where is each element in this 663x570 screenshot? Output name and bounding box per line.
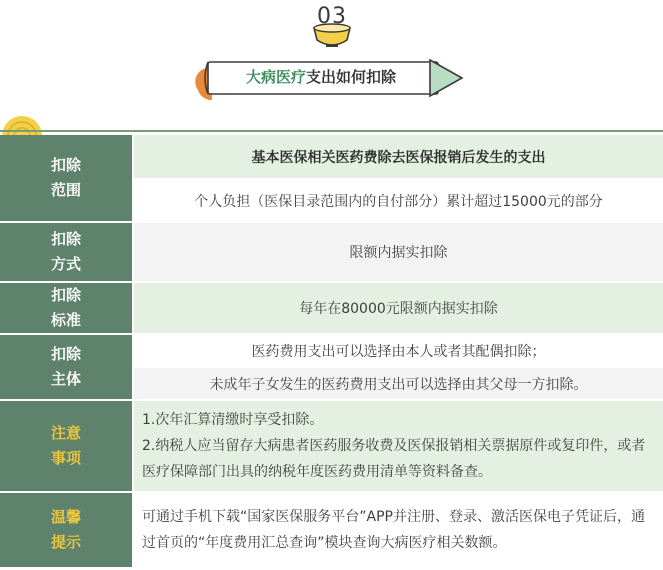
row-label: 温馨 提示 xyxy=(0,493,132,567)
table-cell: 个人负担（医保目录范围内的自付部分）累计超过15000元的部分 xyxy=(134,180,663,221)
sun-decoration-icon xyxy=(0,112,44,136)
section-title xyxy=(212,64,430,90)
section-number: 03 xyxy=(317,4,347,29)
section-title-rest: 支出如何扣除 xyxy=(306,68,397,86)
table-row xyxy=(0,223,663,281)
row-label: 扣除 主体 xyxy=(0,335,132,399)
table-row xyxy=(0,135,663,221)
table-top-rule xyxy=(0,130,663,132)
table-cell: 限额内据实扣除 xyxy=(134,223,663,281)
table-cell: 每年在80000元限额内据实扣除 xyxy=(134,283,663,333)
tip-text: 可通过手机下载“国家医保服务平台”APP并注册、登录、激活医保电子凭证后，通过首页的“年度费用汇总查询”模块查询大病医疗相关数额。 xyxy=(142,509,645,551)
table-cell xyxy=(134,401,663,491)
row-label: 扣除 标准 xyxy=(0,283,132,333)
note-line-2: 2.纳税人应当留存大病患者医药服务收费及医保报销相关票据原件或复印件，或者医疗保障部门出具的纳税年度医药费用清单等资料备查。 xyxy=(142,438,646,480)
table-row xyxy=(0,493,663,567)
table-cell: 医药费用支出可以选择由本人或者其配偶扣除； xyxy=(134,335,663,367)
row-label: 扣除 方式 xyxy=(0,223,132,281)
table-cell: 基本医保相关医药费除去医保报销后发生的支出 xyxy=(134,135,663,178)
row-label: 注意 事项 xyxy=(0,401,132,491)
row-label: 扣除 范围 xyxy=(0,135,132,221)
table-cell xyxy=(134,493,663,567)
table-row xyxy=(0,335,663,399)
table-cell: 未成年子女发生的医药费用支出可以选择由其父母一方扣除。 xyxy=(134,368,663,399)
table-row xyxy=(0,283,663,333)
note-line-1: 1.次年汇算清缴时享受扣除。 xyxy=(142,412,324,428)
section-title-highlight: 大病医疗 xyxy=(245,68,306,86)
section-title-banner xyxy=(194,54,470,104)
table-row xyxy=(0,401,663,491)
